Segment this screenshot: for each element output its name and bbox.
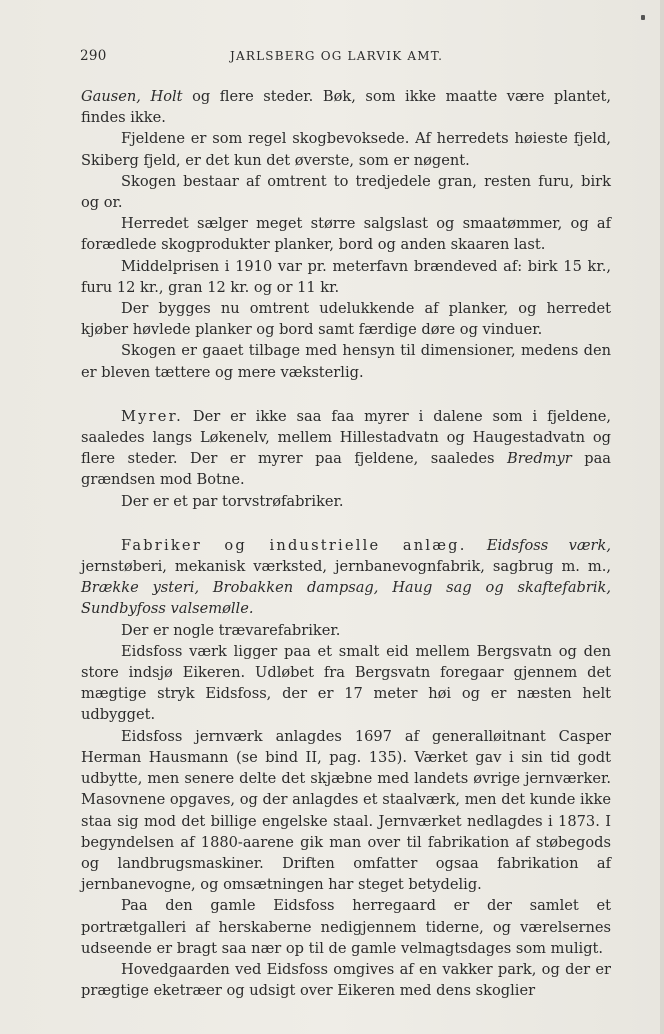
section-gap <box>81 383 611 406</box>
paragraph <box>81 128 611 170</box>
text-run: jernstøberi, mekanisk værksted, jernbanevognfabrik, sagbrug m. m., <box>81 558 611 576</box>
paragraph <box>81 406 611 491</box>
ink-spot <box>641 15 645 20</box>
paragraph <box>81 86 611 128</box>
text-run: Der er nogle trævarefabriker. <box>121 621 341 639</box>
text-run: Der er ikke saa faa myrer i dalene som i fjeldene, saaledes langs Løkenelv, mellem Hillestadvatn og Haugestadvatn og flere steder. Der er myrer paa fjeldene, saaledes <box>81 407 611 468</box>
page-number: 290 <box>80 48 107 64</box>
page-header <box>80 48 610 68</box>
page-body <box>81 86 611 1001</box>
paragraph <box>81 340 611 382</box>
text-run: Der er et par torvstrøfabriker. <box>121 492 344 510</box>
text-run: Middelprisen i 1910 var pr. meterfavn brændeved af: birk 15 kr., furu 12 kr., gran 12 kr. og or 11 kr. <box>81 257 611 296</box>
paragraph <box>81 959 611 1001</box>
text-run: paa grændsen mod Botne. <box>81 450 611 489</box>
section-gap <box>81 512 611 535</box>
italic-text: Gausen, Holt <box>81 88 183 105</box>
paragraph <box>81 726 611 896</box>
text-run: Hovedgaarden ved Eidsfoss omgives af en vakker park, og der er prægtige eketræer og udsigt over Eikeren med dens skoglier <box>81 960 611 1000</box>
italic-text: Bredmyr <box>506 450 572 468</box>
paragraph <box>81 298 611 340</box>
paragraph <box>81 535 611 620</box>
text-run: Eidsfoss jernværk anlagdes 1697 af generalløitnant Casper Herman Hausmann (se bind II, pag. 135). Værket gav i sin tid godt udbytte, men senere delte det skjæbne med landets øvrige jernværker. Masovnene opgaves, og der anlagdes et staalværk, men det kunde ikke staa sig mod det billige engelske staal. Jernværket nedlagdes i 1873. I begyndelsen af 1880-aarene gik man over til fabrikation af støbegods og landbrugsmaskiner. Driften omfatter ogsaa fabrikation af jernbanevogne, og omsætningen har steget betydelig. <box>81 727 611 894</box>
text-run: Skogen bestaar af omtrent to tredjedele gran, resten furu, birk og or. <box>81 172 611 212</box>
text-run: Eidsfoss værk ligger paa et smalt eid mellem Bergsvatn og den store indsjø Eikeren. Udløbet fra Bergsvatn foregaar gjennem det mægtige stryk Eidsfoss, der er 17 meter høi og er næsten helt udbygget. <box>81 642 611 724</box>
paragraph <box>81 895 611 959</box>
paragraph <box>81 171 611 213</box>
text-run: Fjeldene er som regel skogbevoksede. Af herredets høieste fjeld, Skiberg fjeld, er det kun det øverste, som er nøgent. <box>81 130 611 169</box>
section-heading: Fabriker og industrielle anlæg. <box>121 536 467 554</box>
italic-text: Eidsfoss værk, <box>486 536 611 554</box>
text-run: og flere steder. Bøk, som ikke maatte være plantet, findes ikke. <box>81 88 612 127</box>
paragraph <box>81 491 611 512</box>
text-run <box>467 537 487 554</box>
text-run: Paa den gamle Eidsfoss herregaard er der samlet et portrætgalleri af herskaberne nedigjennem tiderne, og værelsernes udseende er bragt saa nær op til de gamle velmagtsdages som muligt. <box>81 897 611 957</box>
paragraph <box>81 641 611 726</box>
page-edge <box>660 0 664 1034</box>
running-title: JARLSBERG OG LARVIK AMT. <box>230 49 444 63</box>
text-run: Der bygges nu omtrent udelukkende af planker, og herredet kjøber høvlede planker og bord samt færdige døre og vinduer. <box>81 300 611 339</box>
paragraph <box>81 620 611 641</box>
section-heading: Myrer. <box>121 407 184 425</box>
text-run: Skogen er gaaet tilbage med hensyn til dimensioner, medens den er bleven tættere og mere væksterlig. <box>81 342 611 381</box>
text-run: Herredet sælger meget større salgslast og smaatømmer, og af forædlede skogprodukter planker, bord og anden skaaren last. <box>81 215 611 254</box>
paragraph <box>81 256 611 298</box>
paragraph <box>81 213 611 255</box>
italic-text: Brække ysteri, Brobakken dampsag, Haug sag og skaftefabrik, Sundbyfoss valsemølle. <box>81 579 611 618</box>
